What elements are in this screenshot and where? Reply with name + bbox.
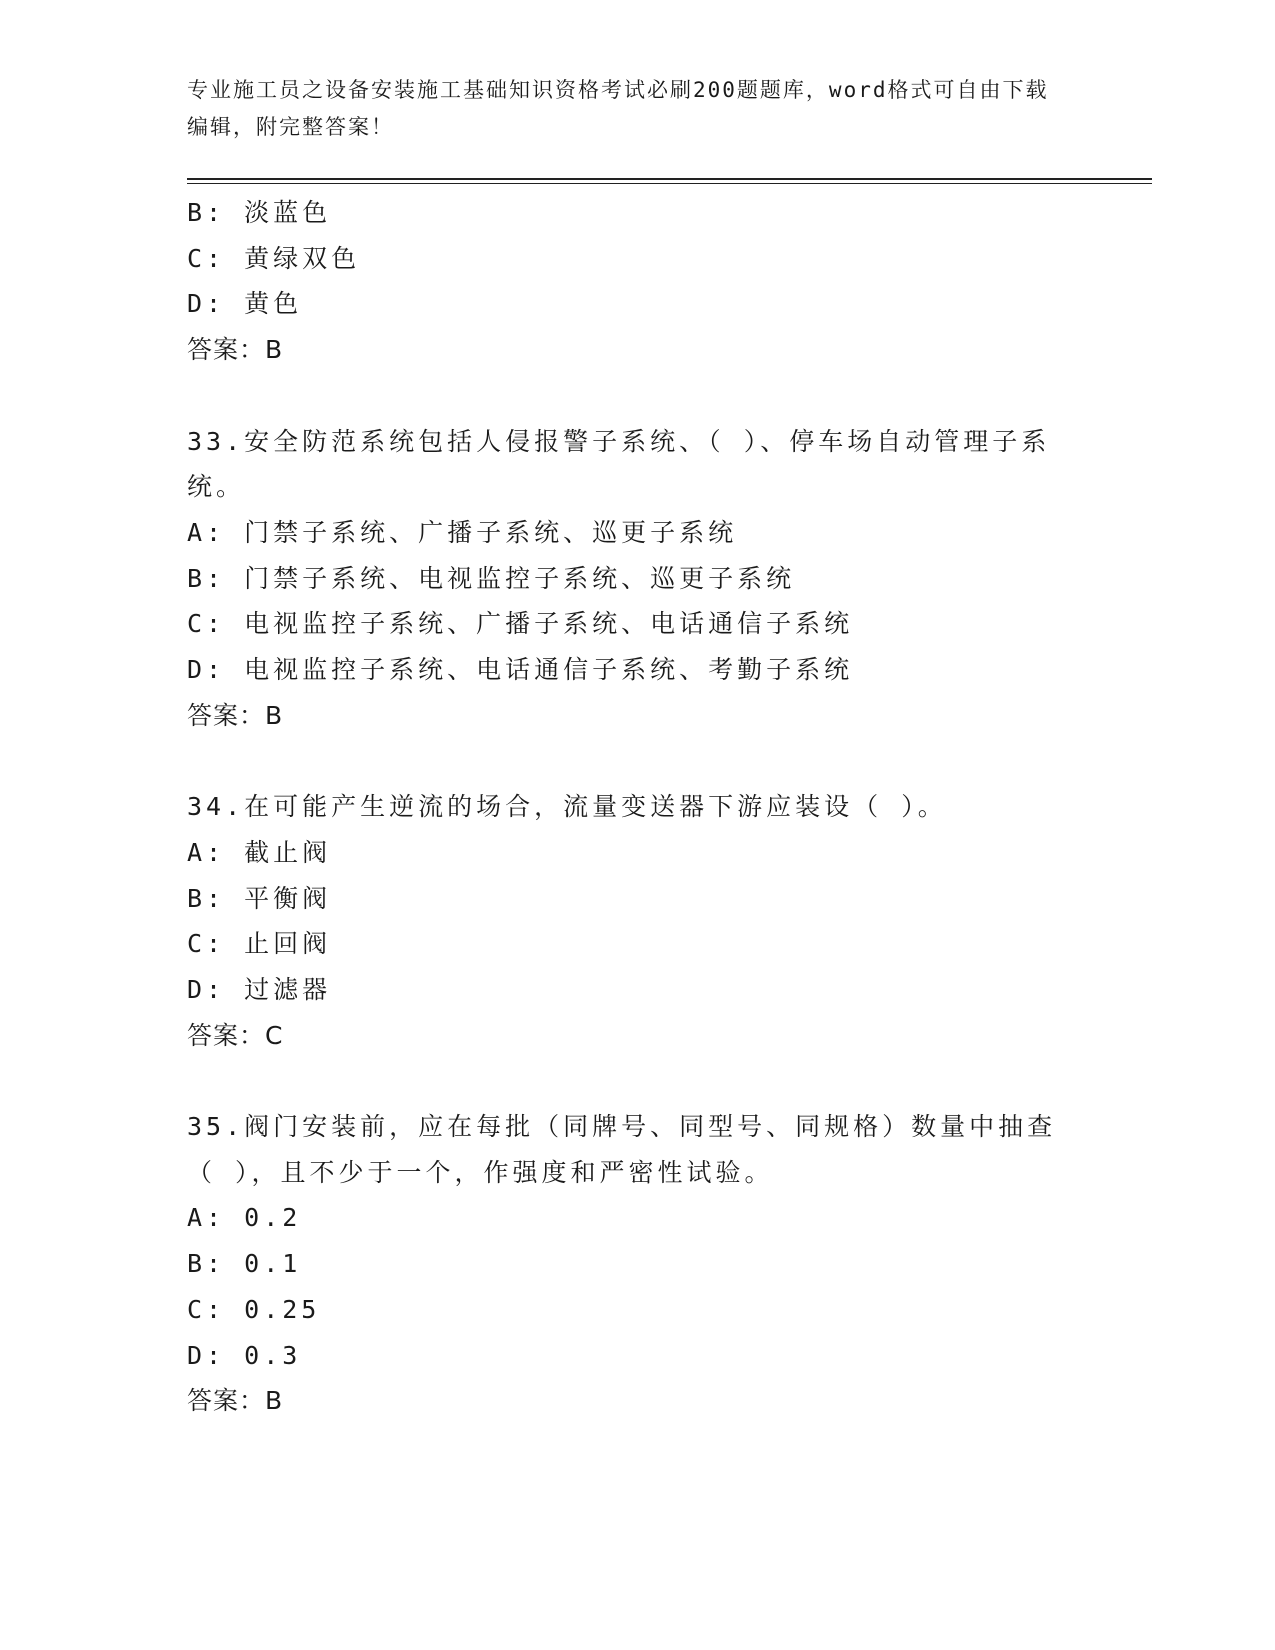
option-b: B: 淡蓝色	[187, 198, 332, 227]
option-d: D: 电视监控子系统、电话通信子系统、考勤子系统	[187, 655, 854, 685]
option-d: D: 黄色	[187, 289, 303, 319]
option-b: B: 门禁子系统、电视监控子系统、巡更子系统	[187, 563, 796, 593]
spacer	[187, 1058, 1087, 1104]
spacer	[187, 373, 1087, 419]
option-a: A: 截止阀	[187, 837, 332, 867]
answer-line: 答案：C	[187, 1020, 284, 1050]
header-divider-thick	[187, 178, 1152, 180]
page-header-title: 专业施工员之设备安装施工基础知识资格考试必刷200题题库，word格式可自由下载编辑，附完整答案！	[187, 78, 1049, 139]
option-d: D: 0.3	[187, 1340, 302, 1370]
answer-line: 答案：B	[187, 1386, 284, 1416]
option-a: A: 门禁子系统、广播子系统、巡更子系统	[187, 517, 738, 547]
answer-line: 答案：B	[187, 700, 284, 730]
option-c: C: 黄绿双色	[187, 243, 361, 273]
answer-line: 答案：B	[187, 335, 284, 365]
option-c: C: 止回阀	[187, 929, 332, 959]
option-d: D: 过滤器	[187, 974, 332, 1004]
header-divider-thin	[187, 183, 1152, 184]
spacer	[187, 738, 1087, 784]
question-stem: 35.阀门安装前，应在每批（同牌号、同型号、同规格）数量中抽查（ ），且不少于一个，作强度和严密性试验。	[187, 1112, 1057, 1187]
option-a: A: 0.2	[187, 1203, 302, 1233]
option-c: C: 电视监控子系统、广播子系统、电话通信子系统	[187, 609, 854, 639]
option-c: C: 0.25	[187, 1294, 321, 1324]
option-b: B: 0.1	[187, 1249, 302, 1279]
question-stem: 34.在可能产生逆流的场合，流量变送器下游应装设（ ）。	[187, 792, 947, 822]
option-b: B: 平衡阀	[187, 883, 332, 913]
question-content	[187, 190, 1087, 1424]
question-stem: 33.安全防范系统包括人侵报警子系统、（ ）、停车场自动管理子系统。	[187, 426, 1051, 502]
